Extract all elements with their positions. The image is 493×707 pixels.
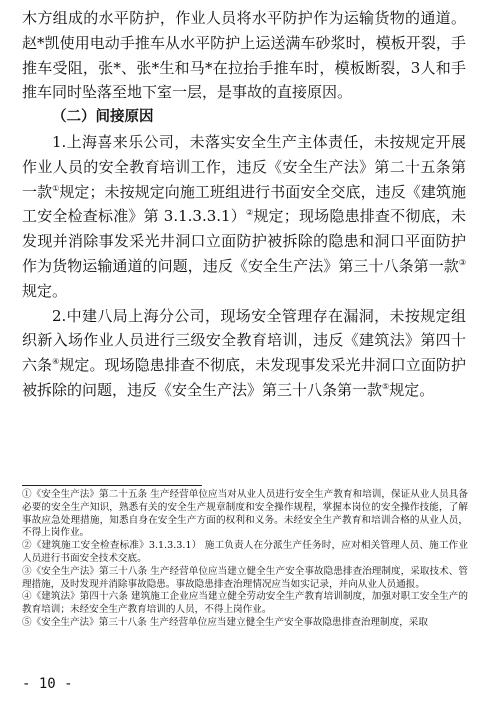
footnote-marker-4[interactable]: ④ [52, 357, 60, 367]
paragraph-text: 规定；未按规定向施工班组进行书面安全交底，违反《建筑施工安全检查标准》第 3.1.3.3.1） [22, 182, 466, 226]
page-number: - 10 - [22, 676, 73, 692]
paragraph-item-2 [22, 304, 466, 403]
footnote-marker-2[interactable]: ② [245, 208, 254, 218]
paragraph-text: 1.上海喜来乐公司，未落实安全生产主体责任，未按规定开展作业人员的安全教育培训工作，违反《安全生产法》第二十五条第一款 [22, 132, 466, 201]
footnotes [22, 489, 468, 630]
footnote-2: ②《建筑施工安全检查标准》3.1.3.3.1） 施工负责人在分派生产任务时，应对相关管理人员、施工作业人员进行书面安全技术交底。 [22, 540, 468, 564]
paragraph-direct-cause [22, 6, 466, 105]
footnote-1: ①《安全生产法》第二十五条 生产经营单位应当对从业人员进行安全生产教育和培训，保证从业人员具备必要的安全生产知识，熟悉有关的安全生产规章制度和安全操作规程，掌握本岗位的安全操作技能，了解事故应急处理措施，知悉自身在安全生产方面的权利和义务。未经安全生产教育和培训合格的从业人员，不得上岗作业。 [22, 489, 468, 539]
footnote-marker-5[interactable]: ⑤ [382, 381, 390, 391]
paragraph-text: 木方组成的水平防护，作业人员将水平防护作为运输货物的通道。赵*凯使用电动手推车从水平防护上运送满车砂浆时，模板开裂，手推车受阻，张*、张*生和马*在拉抬手推车时，模板断裂，3人和手推车同时坠落至地下室一层，是事故的直接原因。 [22, 9, 466, 102]
paragraph-text: 规定；现场隐患排查不彻底，未发现并消除事发采光井洞口立面防护被拆除的隐患和洞口平面防护作为货物运输通道的问题，违反《安全生产法》第三十八条第一款 [22, 207, 466, 275]
paragraph-text: 规定。 [389, 380, 435, 399]
body-text [22, 6, 466, 403]
paragraph-text: 规定。 [22, 281, 68, 300]
footnote-4: ④《建筑法》第四十六条 建筑施工企业应当建立健全劳动安全生产教育培训制度，加强对职工安全生产的教育培训；未经安全生产教育培训的人员，不得上岗作业。 [22, 591, 468, 616]
paragraph-text: 规定。现场隐患排查不彻底，未发现事发采光井洞口立面防护被拆除的问题，违反《安全生产法》第三十八条第一款 [22, 356, 466, 399]
footnote-marker-3[interactable]: ③ [458, 257, 466, 267]
footnote-3: ③《安全生产法》第三十八条 生产经营单位应当建立健全生产安全事故隐患排查治理制度，采取技术、管理措施，及时发现并消除事故隐患。事故隐患排查治理情况应当如实记录，并向从业人员通报。 [22, 565, 468, 590]
footnote-5: ⑤《安全生产法》第三十八条 生产经营单位应当建立健全生产安全事故隐患排查治理制度，采取 [22, 616, 428, 628]
paragraph-item-1 [22, 130, 466, 304]
footnote-divider [22, 485, 202, 486]
section-heading: （二）间接原因 [52, 109, 154, 126]
paragraph-text: 2.中建八局上海分公司，现场安全管理存在漏洞，未按规定组织新入场作业人员进行三级安全教育培训，违反《建筑法》第四十六条 [22, 306, 466, 375]
footnote-marker-1[interactable]: ① [52, 183, 60, 193]
